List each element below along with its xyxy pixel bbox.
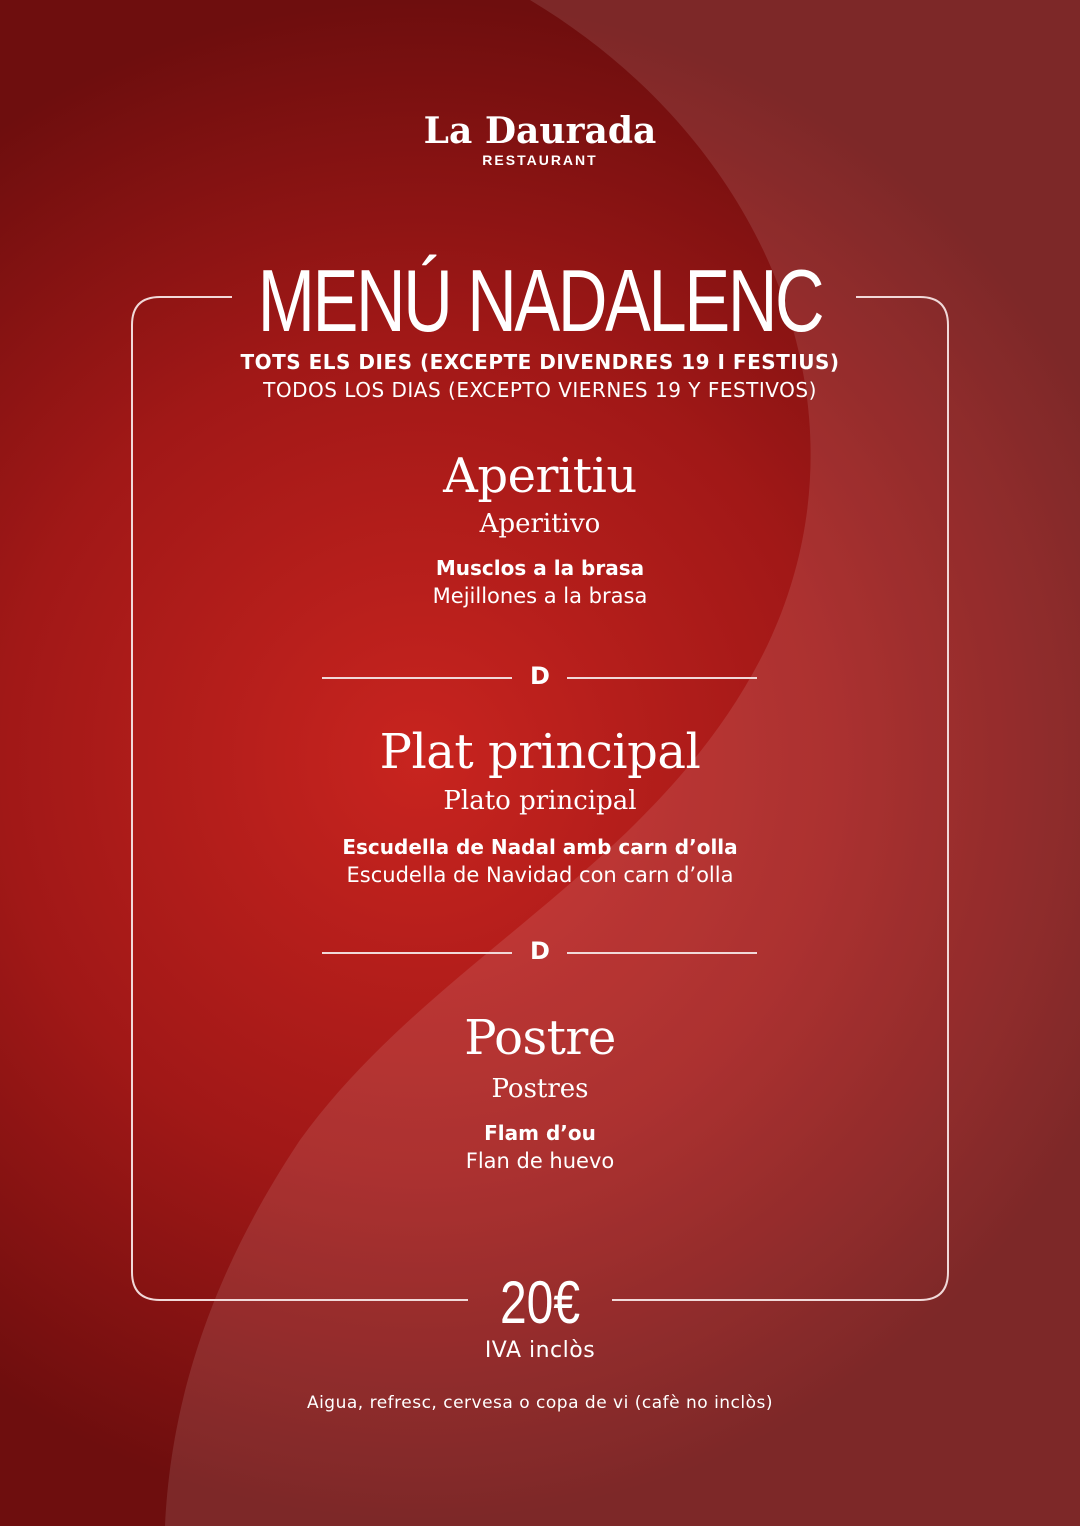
section-title-postre: Postre — [464, 1010, 616, 1066]
dish-spanish: Mejillones a la brasa — [432, 584, 648, 608]
availability-spanish: TODOS LOS DIAS (EXCEPTO VIERNES 19 Y FESTIVOS) — [263, 378, 817, 402]
section-subtitle-aperitivo: Aperitivo — [479, 509, 601, 539]
monogram-d-icon: D — [530, 662, 550, 690]
dish-catalan: Flam d’ou — [484, 1121, 596, 1145]
availability-catalan: TOTS ELS DIES (EXCEPTE DIVENDRES 19 I FESTIUS) — [240, 350, 840, 374]
section-subtitle-plato-principal: Plato principal — [443, 786, 637, 816]
dish-spanish: Flan de huevo — [465, 1149, 615, 1173]
price-amount: 20€ — [499, 1269, 581, 1336]
footer-note: Aigua, refresc, cervesa o copa de vi (cafè no inclòs) — [306, 1393, 774, 1413]
dish-spanish: Escudella de Navidad con carn d’olla — [346, 863, 734, 887]
logo-subtitle: RESTAURANT — [482, 152, 598, 168]
price-note: IVA inclòs — [484, 1338, 596, 1363]
dish-catalan: Musclos a la brasa — [435, 556, 645, 580]
section-subtitle-postres: Postres — [491, 1074, 589, 1104]
logo-name: La Daurada — [423, 110, 657, 152]
monogram-d-icon: D — [530, 937, 550, 965]
dish-catalan: Escudella de Nadal amb carn d’olla — [342, 835, 738, 859]
section-title-aperitiu: Aperitiu — [443, 448, 637, 504]
section-title-plat-principal: Plat principal — [379, 724, 701, 780]
menu-title: MENÚ NADALENC — [257, 251, 823, 350]
